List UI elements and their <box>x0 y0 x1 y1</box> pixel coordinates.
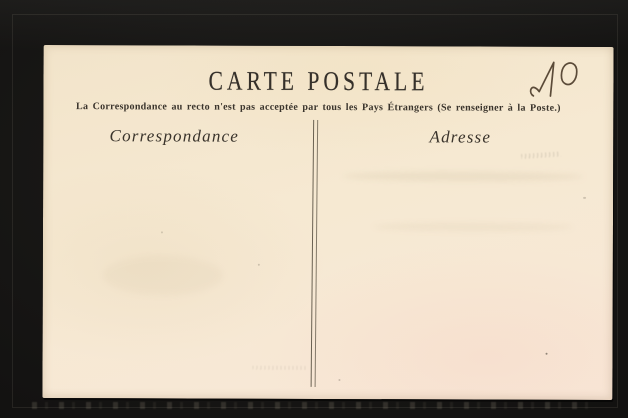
paper-speck <box>338 379 340 381</box>
paper-speck <box>258 264 260 266</box>
paper-speck <box>546 353 548 355</box>
postcard-back <box>42 45 613 400</box>
adresse-section-label: Adresse <box>429 127 492 147</box>
postcard-notice-line: La Correspondance au recto n'est pas acceptée par tous les Pays Étrangers (Se renseigner à la Poste.) <box>76 101 561 114</box>
postcard-title: CARTE POSTALE <box>208 65 429 97</box>
handwritten-digit-0-stroke <box>561 63 578 85</box>
scan-scratches <box>32 402 592 409</box>
pencil-smudge <box>252 366 307 370</box>
show-through-stain <box>343 171 583 182</box>
paper-speck <box>161 231 163 233</box>
handwritten-number-annotation <box>525 52 585 102</box>
paper-speck <box>583 197 586 199</box>
correspondance-section-label: Correspondance <box>109 126 240 146</box>
handwritten-digit-1-stroke <box>529 62 555 97</box>
show-through-stain <box>103 255 223 295</box>
show-through-stain <box>373 222 573 232</box>
printed-header-area <box>43 45 593 167</box>
